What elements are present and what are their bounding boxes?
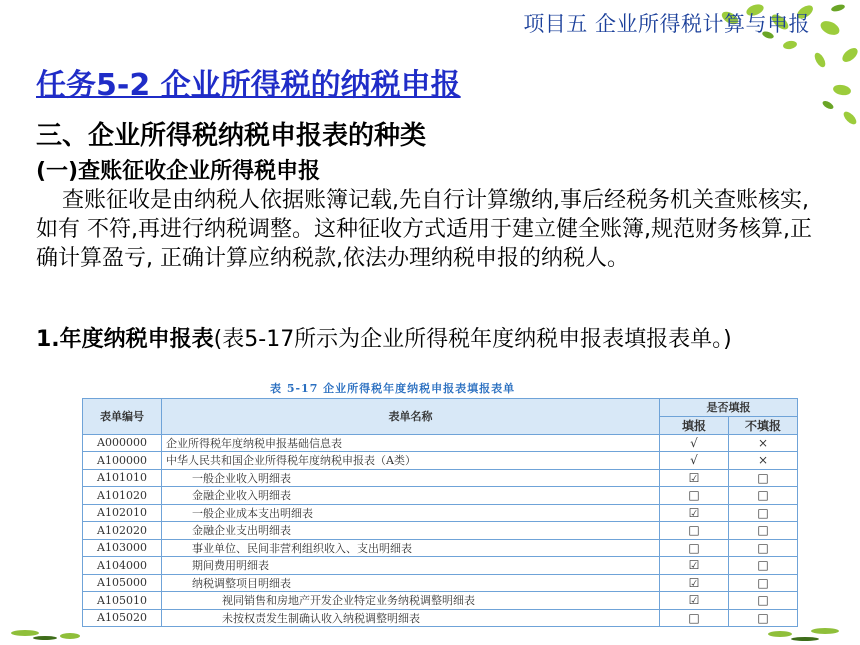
table-row — [83, 539, 798, 557]
cell-code: A102020 — [83, 522, 162, 540]
table-row — [83, 557, 798, 575]
table-row — [83, 434, 798, 452]
header-code: 表单编号 — [83, 399, 162, 435]
cell-fill: □ — [660, 487, 729, 505]
cell-fill: ☑ — [660, 504, 729, 522]
cell-code: A105000 — [83, 574, 162, 592]
cell-fill: √ — [660, 434, 729, 452]
table-caption: 表 5-17 企业所得税年度纳税申报表填报表单 — [270, 382, 516, 395]
body-paragraph — [36, 186, 826, 273]
table-row — [83, 469, 798, 487]
header-name: 表单名称 — [162, 399, 660, 435]
cell-nofill: □ — [729, 539, 798, 557]
cell-nofill: × — [729, 452, 798, 470]
cell-code: A102010 — [83, 504, 162, 522]
table-row — [83, 452, 798, 470]
table-row — [83, 609, 798, 627]
cell-name: 金融企业收入明细表 — [162, 487, 660, 505]
cell-nofill: □ — [729, 574, 798, 592]
cell-name: 金融企业支出明细表 — [162, 522, 660, 540]
cell-nofill: □ — [729, 609, 798, 627]
cell-fill: □ — [660, 522, 729, 540]
cell-fill: ☑ — [660, 469, 729, 487]
cell-code: A104000 — [83, 557, 162, 575]
cell-nofill: □ — [729, 469, 798, 487]
table-row — [83, 487, 798, 505]
cell-code: A101020 — [83, 487, 162, 505]
cell-name: 未按权责发生制确认收入纳税调整明细表 — [162, 609, 660, 627]
cell-name: 期间费用明细表 — [162, 557, 660, 575]
section-title: 三、企业所得税纳税申报表的种类 — [36, 121, 427, 151]
filing-form-table — [82, 398, 798, 627]
cell-code: A105020 — [83, 609, 162, 627]
cell-fill: □ — [660, 539, 729, 557]
cell-fill: √ — [660, 452, 729, 470]
cell-code: A105010 — [83, 592, 162, 610]
subsection-title: (一)查账征收企业所得税申报 — [36, 159, 321, 184]
header-fill-group: 是否填报 — [660, 399, 798, 417]
table-row — [83, 592, 798, 610]
cell-fill: ☑ — [660, 574, 729, 592]
cell-nofill: □ — [729, 487, 798, 505]
cell-code: A101010 — [83, 469, 162, 487]
cell-fill: ☑ — [660, 592, 729, 610]
cell-name: 一般企业收入明细表 — [162, 469, 660, 487]
cell-name: 事业单位、民间非营利组织收入、支出明细表 — [162, 539, 660, 557]
header-nofill: 不填报 — [729, 416, 798, 434]
cell-name: 中华人民共和国企业所得税年度纳税申报表（A类） — [162, 452, 660, 470]
cell-nofill: □ — [729, 504, 798, 522]
table-row — [83, 522, 798, 540]
cell-nofill: □ — [729, 592, 798, 610]
item-title: 1.年度纳税申报表 — [36, 327, 214, 352]
cell-name: 企业所得税年度纳税申报基础信息表 — [162, 434, 660, 452]
item-text: (表5-17所示为企业所得税年度纳税申报表填报表单。) — [213, 327, 732, 352]
paragraph-text: 查账征收是由纳税人依据账簿记载,先自行计算缴纳,事后经税务机关查账核实,如有 不符,再进行纳税调整。这种征收方式适用于建立健全账簿,规范财务核算,正确计算盈亏, 正确计算应纳税款,依法办理纳税申报的纳税人。 — [36, 188, 812, 271]
task-title: 任务5-2 企业所得税的纳税申报 — [36, 68, 461, 103]
item-line — [36, 325, 826, 354]
cell-code: A103000 — [83, 539, 162, 557]
cell-nofill: × — [729, 434, 798, 452]
cell-code: A000000 — [83, 434, 162, 452]
cell-name: 视同销售和房地产开发企业特定业务纳税调整明细表 — [162, 592, 660, 610]
project-header: 项目五 企业所得税计算与申报 — [523, 12, 810, 36]
cell-name: 一般企业成本支出明细表 — [162, 504, 660, 522]
cell-code: A100000 — [83, 452, 162, 470]
cell-nofill: □ — [729, 557, 798, 575]
cell-name: 纳税调整项目明细表 — [162, 574, 660, 592]
cell-fill: ☑ — [660, 557, 729, 575]
header-fill: 填报 — [660, 416, 729, 434]
table-row — [83, 574, 798, 592]
cell-fill: □ — [660, 609, 729, 627]
cell-nofill: □ — [729, 522, 798, 540]
table-row — [83, 504, 798, 522]
